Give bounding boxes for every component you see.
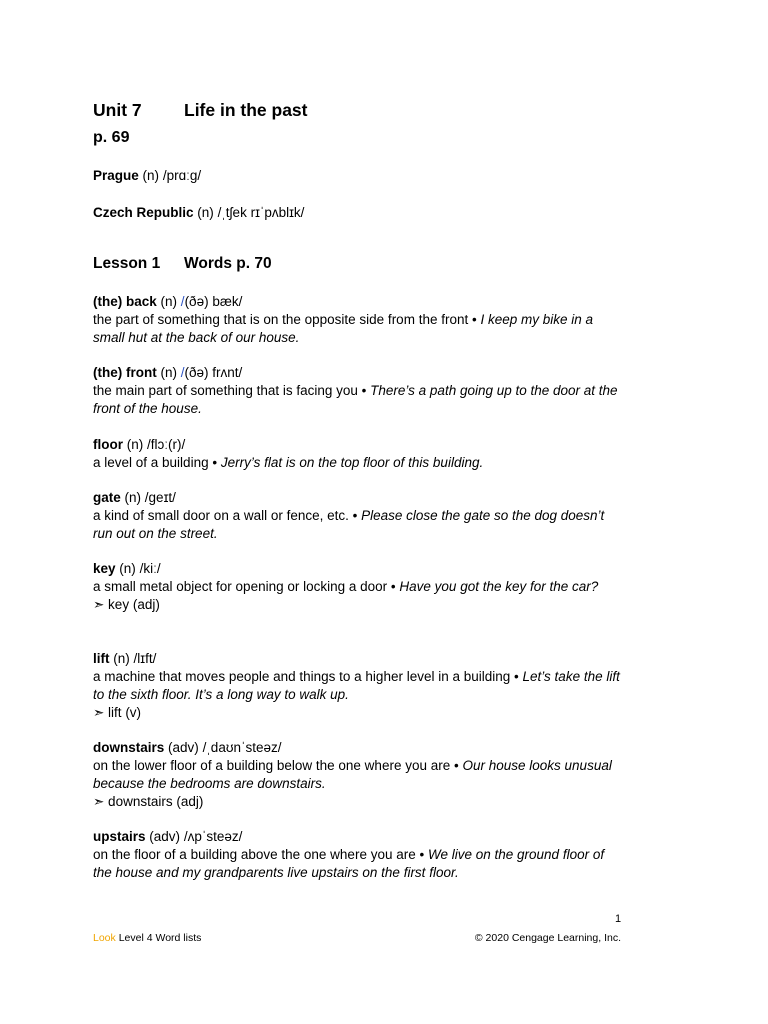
pronunciation: /ˌtʃek rɪˈpʌblɪk/	[217, 205, 305, 220]
definition: the main part of something that is facing you •	[93, 383, 367, 398]
example-sentence: We live on the ground floor of the house and my grandparents live upstairs on the first floor.	[93, 847, 605, 880]
part-of-speech: (n)	[119, 561, 136, 576]
part-of-speech: (n)	[197, 205, 214, 220]
entry-body	[93, 382, 623, 418]
unit-number: Unit 7	[93, 100, 142, 120]
headword: upstairs	[93, 829, 146, 844]
vocab-entry-floor	[93, 436, 623, 472]
pronunciation: /ˌdaʊnˈsteəz/	[202, 740, 282, 755]
entry-headline	[93, 739, 623, 757]
related-form: ➣ lift (v)	[93, 705, 142, 720]
entry-headline	[93, 560, 623, 578]
definition: a machine that moves people and things to a higher level in a building •	[93, 669, 519, 684]
headword: (the) front	[93, 365, 157, 380]
vocab-entry-key	[93, 560, 623, 614]
entry-body	[93, 454, 623, 472]
headword: (the) back	[93, 294, 157, 309]
lesson-number: Lesson 1	[93, 255, 161, 272]
vocab-entry-downstairs	[93, 739, 623, 811]
definition: the part of something that is on the opposite side from the front •	[93, 312, 477, 327]
related-form: ➣ key (adj)	[93, 597, 160, 612]
lesson-heading	[93, 255, 272, 273]
page-number: 1	[615, 913, 622, 925]
entry-body	[93, 668, 623, 704]
headword: gate	[93, 490, 121, 505]
entry-headline	[93, 828, 623, 846]
pronunciation: /ʌpˈsteəz/	[183, 829, 243, 844]
pronunciation: /flɔː(r)/	[147, 437, 186, 452]
intro-word-czech-republic	[93, 205, 304, 220]
headword: downstairs	[93, 740, 165, 755]
pronunciation: (ðə) frʌnt/	[184, 365, 243, 380]
pronunciation: /kiː/	[139, 561, 161, 576]
example-sentence: Our house looks unusual because the bedrooms are downstairs.	[93, 758, 612, 791]
entry-body	[93, 757, 623, 793]
entry-headline	[93, 293, 623, 311]
intro-word-prague	[93, 168, 201, 183]
entry-body	[93, 507, 623, 543]
part-of-speech: (adv)	[168, 740, 199, 755]
vocab-entry-back	[93, 293, 623, 347]
entry-body	[93, 311, 623, 347]
entry-headline	[93, 436, 623, 454]
headword: Prague	[93, 168, 139, 183]
vocab-entry-upstairs	[93, 828, 623, 882]
part-of-speech: (adv)	[149, 829, 181, 844]
part-of-speech: (n)	[160, 294, 178, 309]
footer-series	[93, 932, 201, 944]
pronunciation-slash: /	[180, 365, 185, 380]
part-of-speech: (n)	[126, 437, 144, 452]
entry-body	[93, 846, 623, 882]
lesson-title: Words p. 70	[184, 255, 272, 272]
example-sentence: Let’s take the lift to the sixth floor. It’s a long way to walk up.	[93, 669, 620, 702]
headword: floor	[93, 437, 123, 452]
related-form: ➣ downstairs (adj)	[93, 794, 204, 809]
entry-body	[93, 578, 623, 596]
unit-heading	[93, 100, 307, 121]
example-sentence: There’s a path going up to the door at the front of the house.	[93, 383, 618, 416]
footer-series-label: Level 4 Word lists	[118, 932, 202, 944]
definition: a level of a building •	[93, 455, 218, 470]
part-of-speech: (n)	[124, 490, 142, 505]
entry-headline	[93, 650, 623, 668]
definition: on the lower floor of a building below the one where you are •	[93, 758, 459, 773]
unit-title: Life in the past	[184, 100, 308, 120]
definition: on the floor of a building above the one where you are •	[93, 847, 425, 862]
headword: key	[93, 561, 116, 576]
page-reference: p. 69	[93, 129, 130, 146]
headword: Czech Republic	[93, 205, 194, 220]
footer-copyright: © 2020 Cengage Learning, Inc.	[474, 932, 621, 944]
entry-headline	[93, 364, 623, 382]
definition: a small metal object for opening or locking a door •	[93, 579, 396, 594]
example-sentence: Please close the gate so the dog doesn’t run out on the street.	[93, 508, 605, 541]
definition: a kind of small door on a wall or fence, etc. •	[93, 508, 358, 523]
brand-logo-text: Look	[93, 932, 116, 944]
entry-headline	[93, 489, 623, 507]
vocab-entry-gate	[93, 489, 623, 543]
vocab-entry-lift	[93, 650, 623, 722]
example-sentence: Have you got the key for the car?	[399, 579, 599, 594]
example-sentence: Jerry’s flat is on the top floor of this building.	[220, 455, 484, 470]
vocab-entry-front	[93, 364, 623, 418]
pronunciation-slash: /	[180, 294, 185, 309]
pronunciation: (ðə) bæk/	[184, 294, 243, 309]
pronunciation: /prɑːɡ/	[162, 168, 202, 183]
pronunciation: /ɡeɪt/	[144, 490, 176, 505]
example-sentence: I keep my bike in a small hut at the back of our house.	[93, 312, 594, 345]
pronunciation: /lɪft/	[133, 651, 157, 666]
part-of-speech: (n)	[160, 365, 177, 380]
part-of-speech: (n)	[113, 651, 130, 666]
part-of-speech: (n)	[142, 168, 160, 183]
headword: lift	[93, 651, 110, 666]
